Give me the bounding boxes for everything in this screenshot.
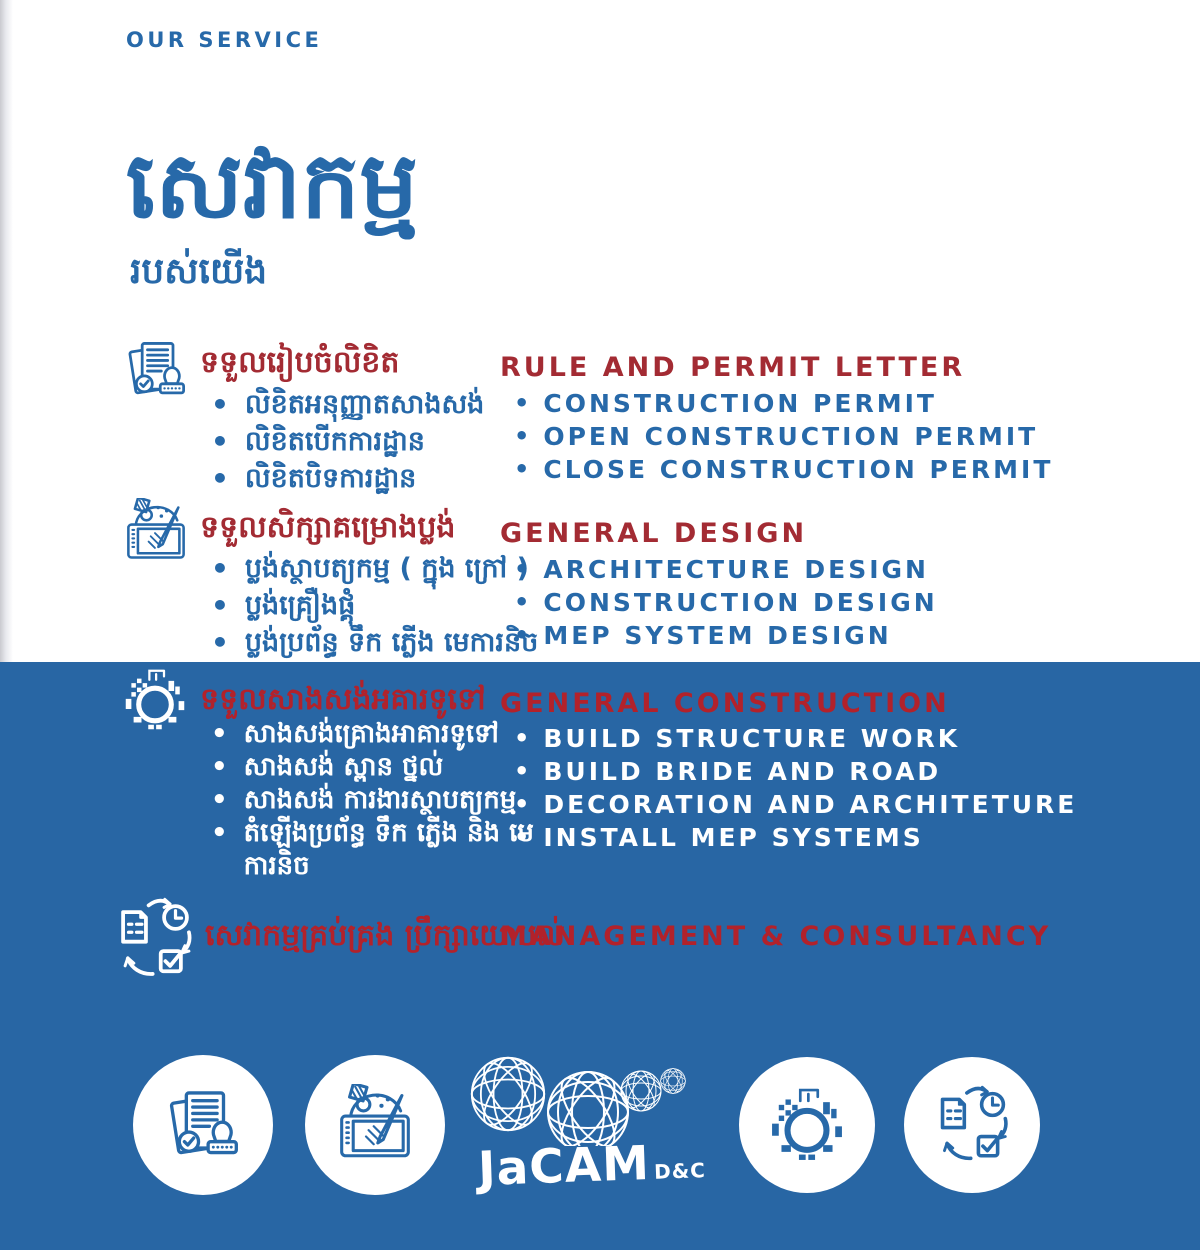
construction-globe-icon xyxy=(118,664,192,736)
list-item: • ARCHITECTURE DESIGN xyxy=(512,553,938,586)
footer-circle-management xyxy=(904,1057,1040,1193)
list-item: • INSTALL MEP SYSTEMS xyxy=(512,821,1077,854)
section-1-english-title: RULE AND PERMIT LETTER xyxy=(500,352,966,383)
jacam-logo xyxy=(468,1046,707,1211)
list-item: • CLOSE CONSTRUCTION PERMIT xyxy=(512,453,1053,486)
design-tablet-icon xyxy=(120,498,192,566)
footer-circle-design xyxy=(305,1055,445,1195)
section-3-khmer-title: ទទួលសាងសង់អគារទូទៅ xyxy=(200,682,486,717)
section-2-khmer-list xyxy=(203,550,538,661)
list-item: • BUILD BRIDE AND ROAD xyxy=(512,755,1077,788)
list-item: • MEP SYSTEM DESIGN xyxy=(512,619,938,652)
list-item: • លិខិតអនុញ្ញាតសាងសង់ xyxy=(203,386,484,423)
eyebrow-our-service: OUR SERVICE xyxy=(126,28,323,52)
construction-globe-icon xyxy=(763,1082,851,1168)
list-item: • តំឡើងប្រព័ន្ធ ទឹក ភ្លើង និង មេការនិច xyxy=(203,817,543,883)
section-2-english-list xyxy=(512,553,938,652)
list-item: • CONSTRUCTION PERMIT xyxy=(512,387,1053,420)
list-item: • សាងសង់ ការងារស្ថាបត្យកម្ម xyxy=(203,784,543,817)
logo-text xyxy=(477,1134,706,1197)
footer-circle-construction xyxy=(739,1057,875,1193)
list-item: • CONSTRUCTION DESIGN xyxy=(512,586,938,619)
wireframe-spheres-icon xyxy=(468,1046,690,1146)
page-title-khmer: សេវាកម្ម xyxy=(126,132,418,239)
list-item: • លិខិតបើកការដ្ឋាន xyxy=(203,423,484,460)
list-item: • BUILD STRUCTURE WORK xyxy=(512,722,1077,755)
footer-circle-permit xyxy=(133,1055,273,1195)
list-item: • លិខិតបិទការដ្ឋាន xyxy=(203,460,484,497)
section-2-khmer-title: ទទួលសិក្សាគម្រោងប្លង់ xyxy=(200,510,456,545)
section-1-khmer-list xyxy=(203,386,484,497)
section-3-english-title: GENERAL CONSTRUCTION xyxy=(500,688,950,719)
logo-word: JaCAM xyxy=(477,1135,651,1197)
list-item: • សាងសង់គ្រោងអាគារទូទៅ xyxy=(203,718,543,751)
list-item: • ប្លង់ប្រព័ន្ធ ទឹក ភ្លើង មេការនិច xyxy=(203,624,538,661)
section-4-english-title: MANAGEMENT & CONSULTANCY xyxy=(500,921,1052,952)
page-subtitle-khmer: របស់យើង xyxy=(130,251,268,292)
section-2-english-title: GENERAL DESIGN xyxy=(500,518,808,549)
document-stamp-icon xyxy=(160,1084,246,1166)
section-1-english-list xyxy=(512,387,1053,486)
list-item: • DECORATION AND ARCHITETURE xyxy=(512,788,1077,821)
section-3-english-list xyxy=(512,722,1077,854)
management-cycle-icon xyxy=(930,1084,1014,1166)
design-tablet-icon xyxy=(332,1084,418,1166)
list-item: • ប្លង់គ្រឿងផ្គុំ xyxy=(203,587,538,624)
logo-suffix: D&C xyxy=(653,1158,707,1184)
section-1-khmer-title: ទទួលរៀបចំលិខិត xyxy=(200,345,400,380)
section-3-khmer-list xyxy=(203,718,543,883)
list-item: • OPEN CONSTRUCTION PERMIT xyxy=(512,420,1053,453)
list-item: • សាងសង់ ស្ពាន ថ្នល់ xyxy=(203,751,543,784)
section-4-khmer-title: សេវាកម្មគ្រប់គ្រង ប្រឹក្សាយោបល់ xyxy=(205,918,565,953)
document-stamp-icon xyxy=(120,336,192,404)
list-item: • ប្លង់ស្ថាបត្យកម្ម ( ក្នុង ក្រៅ ) xyxy=(203,550,538,587)
management-cycle-icon xyxy=(110,896,198,982)
